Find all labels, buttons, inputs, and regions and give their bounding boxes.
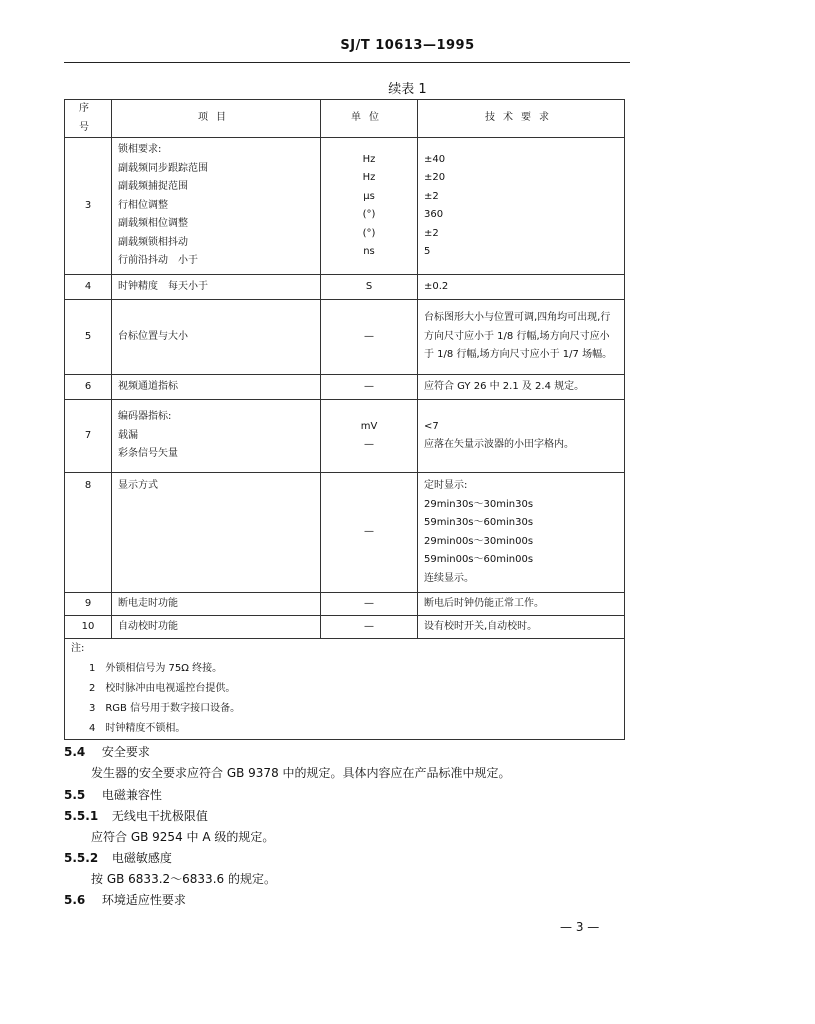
row-requirement: 应符合 GY 26 中 2.1 及 2.4 规定。 bbox=[418, 375, 625, 400]
section-body: 按 GB 6833.2～6833.6 的规定。 bbox=[91, 872, 276, 886]
section-number: 5.6 bbox=[64, 893, 86, 907]
section-title: 安全要求 bbox=[101, 745, 150, 759]
unit-line: (°) bbox=[362, 227, 376, 239]
req-line: 59min30s～60min30s bbox=[424, 517, 534, 528]
row-items bbox=[112, 400, 321, 473]
col-header-item: 项目 bbox=[112, 100, 321, 138]
unit-line: mV bbox=[360, 420, 378, 432]
section-heading bbox=[64, 806, 208, 826]
notes-row bbox=[65, 639, 625, 740]
standard-number: SJ/T 10613—1995 bbox=[340, 38, 475, 53]
item-line: 副载频相位调整 bbox=[118, 218, 188, 230]
row-unit: — bbox=[321, 473, 418, 593]
section-heading bbox=[64, 890, 186, 910]
section-title: 电磁敏感度 bbox=[111, 851, 172, 865]
table-row bbox=[65, 400, 625, 473]
col-header-seq: 序号 bbox=[65, 100, 112, 138]
unit-line: ns bbox=[363, 246, 375, 257]
row-seq: 4 bbox=[65, 275, 112, 300]
section-body: 应符合 GB 9254 中 A 级的规定。 bbox=[91, 830, 275, 844]
col-header-unit: 单位 bbox=[321, 100, 418, 138]
unit-line: — bbox=[364, 439, 374, 450]
req-line: 29min30s～30min30s bbox=[424, 498, 534, 510]
row-item: 断电走时功能 bbox=[112, 593, 321, 616]
spec-table bbox=[64, 99, 625, 740]
section-number: 5.5.1 bbox=[64, 809, 99, 823]
req-line: <7 bbox=[424, 420, 439, 432]
item-line: 副载频同步跟踪范围 bbox=[118, 162, 208, 174]
section-title: 环境适应性要求 bbox=[101, 893, 186, 907]
table-row bbox=[65, 593, 625, 616]
item-line: 载漏 bbox=[118, 429, 138, 441]
row-seq: 9 bbox=[65, 593, 112, 616]
req-line: 定时显示: bbox=[424, 480, 468, 491]
req-line: 59min00s～60min00s bbox=[424, 554, 534, 565]
row-items bbox=[112, 138, 321, 275]
req-line: ±40 bbox=[424, 153, 446, 165]
row-item: 时钟精度 每天小于 bbox=[112, 275, 321, 300]
item-line: 副载频锁相抖动 bbox=[118, 236, 188, 248]
page-number: — 3 — bbox=[560, 920, 600, 934]
section-title: 电磁兼容性 bbox=[101, 788, 162, 802]
row-requirements bbox=[418, 473, 625, 593]
section-title: 无线电干扰极限值 bbox=[111, 809, 208, 823]
note-item: 1 外锁相信号为 75Ω 终接。 bbox=[89, 663, 223, 674]
table-caption: 续表 1 bbox=[388, 82, 427, 97]
row-requirement: 断电后时钟仍能正常工作。 bbox=[418, 593, 625, 616]
row-item: 显示方式 bbox=[112, 473, 321, 593]
item-line: 行相位调整 bbox=[118, 199, 168, 211]
section-number: 5.5 bbox=[64, 788, 86, 802]
notes-title: 注: bbox=[71, 643, 85, 654]
table-row bbox=[65, 275, 625, 300]
row-unit: — bbox=[321, 300, 418, 375]
row-units bbox=[321, 138, 418, 275]
row-requirements bbox=[418, 400, 625, 473]
row-item: 视频通道指标 bbox=[112, 375, 321, 400]
table-row bbox=[65, 473, 625, 593]
row-unit: — bbox=[321, 375, 418, 400]
row-requirement: 台标图形大小与位置可调,四角均可出现,行方向尺寸应小于 1/8 行幅,场方向尺寸应小于 1/8 行幅,场方向尺寸应小于 1/7 场幅。 bbox=[418, 300, 625, 375]
unit-line: (°) bbox=[362, 209, 376, 220]
item-line: 行前沿抖动 小于 bbox=[118, 255, 198, 267]
req-line: 连续显示。 bbox=[424, 572, 474, 584]
unit-line: Hz bbox=[362, 153, 376, 165]
table-notes bbox=[65, 639, 625, 740]
table-row bbox=[65, 616, 625, 639]
item-line: 彩条信号矢量 bbox=[118, 448, 178, 460]
table-row bbox=[65, 375, 625, 400]
unit-line: μs bbox=[363, 190, 375, 202]
row-unit: — bbox=[321, 593, 418, 616]
section-number: 5.5.2 bbox=[64, 851, 99, 865]
header-rule bbox=[64, 62, 630, 63]
item-line: 编码器指标: bbox=[118, 411, 172, 423]
table-row bbox=[65, 300, 625, 375]
row-seq: 7 bbox=[65, 400, 112, 473]
row-seq: 6 bbox=[65, 375, 112, 400]
row-units bbox=[321, 400, 418, 473]
item-line: 副载频捕捉范围 bbox=[118, 181, 188, 193]
section-number: 5.4 bbox=[64, 745, 86, 759]
note-item: 4 时钟精度不锁相。 bbox=[89, 723, 186, 734]
note-item: 2 校时脉冲由电视遥控台提供。 bbox=[89, 683, 236, 694]
row-seq: 8 bbox=[65, 473, 112, 593]
section-body: 发生器的安全要求应符合 GB 9378 中的规定。具体内容应在产品标准中规定。 bbox=[91, 766, 511, 780]
section-heading bbox=[64, 742, 150, 762]
req-line: ±2 bbox=[424, 227, 439, 239]
row-requirement: ±0.2 bbox=[418, 275, 625, 300]
req-line: 29min00s～30min00s bbox=[424, 535, 534, 547]
row-unit: S bbox=[321, 275, 418, 300]
row-item: 台标位置与大小 bbox=[112, 300, 321, 375]
section-heading bbox=[64, 848, 172, 868]
req-line: ±2 bbox=[424, 190, 439, 202]
note-item: 3 RGB 信号用于数字接口设备。 bbox=[89, 703, 241, 714]
col-header-requirement: 技术要求 bbox=[418, 100, 625, 138]
row-unit: — bbox=[321, 616, 418, 639]
table-row bbox=[65, 138, 625, 275]
row-requirement: 设有校时开关,自动校时。 bbox=[418, 616, 625, 639]
req-line: ±20 bbox=[424, 172, 446, 183]
row-seq: 3 bbox=[65, 138, 112, 275]
row-item: 自动校时功能 bbox=[112, 616, 321, 639]
req-line: 应落在矢量示波器的小田字格内。 bbox=[424, 439, 574, 450]
row-requirements bbox=[418, 138, 625, 275]
req-line: 360 bbox=[424, 209, 444, 220]
section-heading bbox=[64, 785, 162, 805]
req-line: 5 bbox=[424, 246, 431, 257]
row-seq: 5 bbox=[65, 300, 112, 375]
table-header-row bbox=[65, 100, 625, 138]
row-seq: 10 bbox=[65, 616, 112, 639]
unit-line: Hz bbox=[362, 172, 376, 183]
item-line: 锁相要求: bbox=[118, 144, 162, 156]
